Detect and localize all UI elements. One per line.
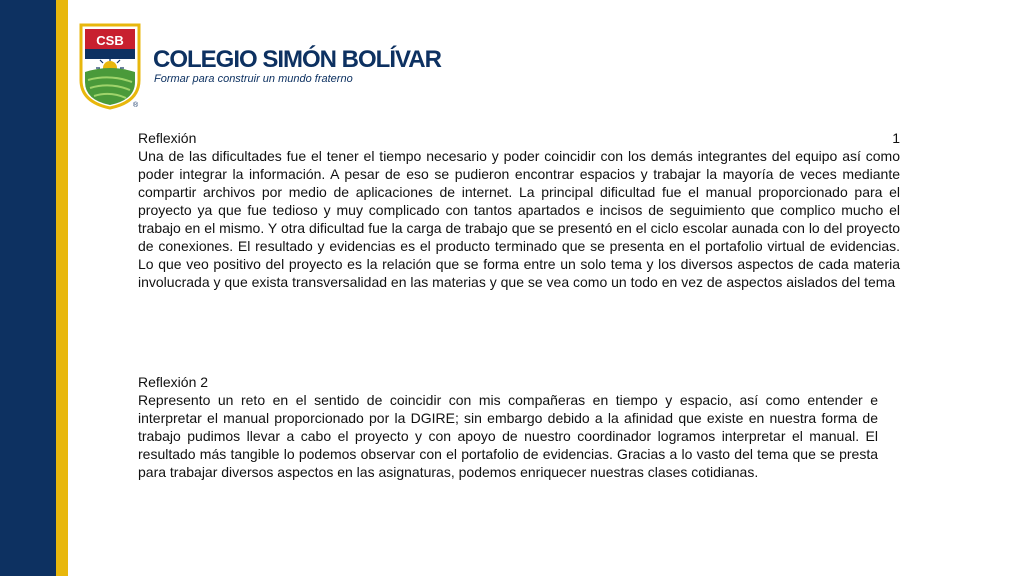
crest-abbrev: CSB [96,33,124,48]
left-navy-bar [0,0,56,576]
school-name: COLEGIO SIMÓN BOLÍVAR [153,46,441,73]
left-gold-stripe [56,0,68,576]
reflection-1-text: Una de las dificultades fue el tener el tiempo necesario y poder coincidir con los demás integrantes del equipo así como poder integrar la información. A pesar de eso se pudieron encontrar espacios y trabajar la mayoría de veces mediante compartir archivos por medio de aplicaciones de internet. La principal dificultad fue el manual proporcionado para el proyecto ya que fue tedioso y muy complicado con tantos apartados e incisos de seguimiento que complico mucho el trabajo en el mismo. Y otra dificultad fue la carga de trabajo que se presentó en el ciclo escolar aunada con lo del proyecto de conexiones. El resultado y evidencias es el producto terminado que se presenta en el portafolio virtual de evidencias. Lo que veo positivo del proyecto es la relación que se forma entre un solo tema y los diversos aspectos de cada materia involucrada y que exista transversalidad en las materias y que se vea como un todo en vez de aspectos aislados del tema [138,148,900,290]
reflection-1-heading [138,129,900,147]
reflection-1 [138,129,900,291]
school-logo [78,22,441,114]
registered-mark: ® [133,102,139,109]
reflection-2-heading: Reflexión 2 [138,374,209,390]
reflection-2-text: Represento un reto en el sentido de coincidir con mis compañeras en tiempo y espacio, así como entender e interpretar el manual proporcionado por la DGIRE; sin embargo debido a la afinidad que existe en nuestra forma de trabajo pudimos llevar a cabo el proyecto y con apoyo de nuestro coordinador logramos interpretar el manual. El resultado más tangible lo podemos observar con el portafolio de evidencias. Gracias a lo vasto del tema que se presta para trabajar diversos aspectos en las asignaturas, podemos enriquecer nuestras clases cotidianas. [138,392,878,480]
reflection-2 [138,373,878,481]
school-crest-icon [78,22,142,110]
reflection-1-heading-word: Reflexión [138,130,197,146]
reflection-1-heading-number: 1 [892,130,900,146]
school-tagline: Formar para construir un mundo fraterno [154,73,353,85]
